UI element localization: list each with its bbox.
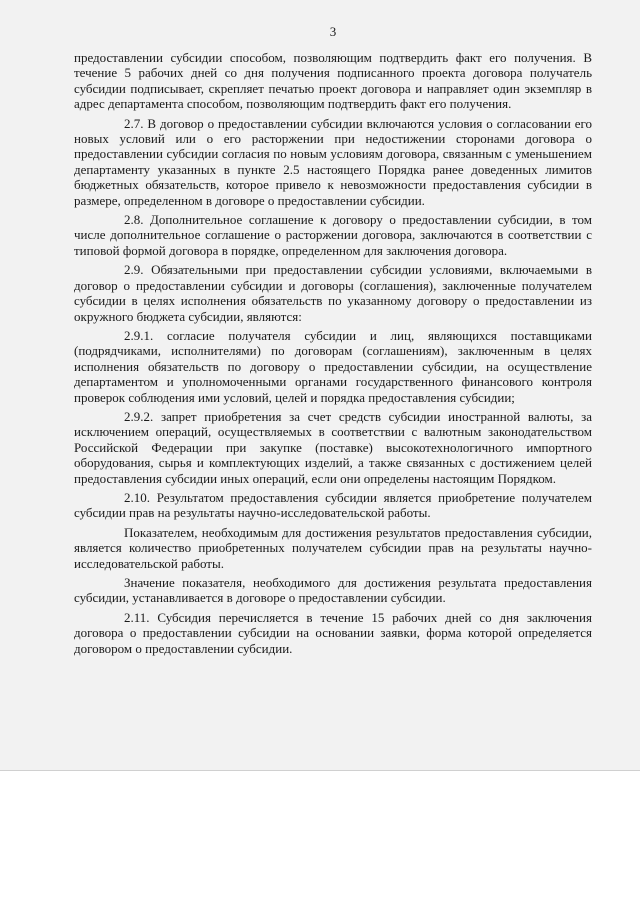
paragraph-2-9-1: 2.9.1. согласие получателя субсидии и лиц, являющихся поставщиками (подрядчиками, исполнителями) по договорам (соглашениям), заключенным в целях исполнения обязательств по договору о предоставлении субсидии, на осуществление департаментом и уполномоченными органами государственного финансового контроля проверок соблюдения ими условий, целей и порядка предоставления субсидии; [74, 327, 592, 405]
document-body [74, 50, 592, 656]
paragraph-2-8: 2.8. Дополнительное соглашение к договору о предоставлении субсидии, в том числе дополнительное соглашение о расторжении договора, заключаются в соответствии с типовой формой договора в порядке, определенном для заключения договора. [74, 212, 592, 258]
paragraph-2-9: 2.9. Обязательными при предоставлении субсидии условиями, включаемыми в договор о предоставлении субсидии и договоры (соглашения), заключенные получателем субсидии в целях исполнения обязательств по указанному договору о предоставлении из окружного бюджета субсидии, являются: [74, 262, 592, 324]
paragraph-continuation: предоставлении субсидии способом, позволяющим подтвердить факт его получения. В течение 5 рабочих дней со дня получения подписанного проекта договора получатель субсидии подписывает, скрепляет печатью проект договора и направляет один экземпляр в адрес департамента способом, позволяющим подтвердить факт его получения. [74, 50, 592, 112]
paragraph-indicator-value: Значение показателя, необходимого для достижения результата предоставления субсидии, устанавливается в договоре о предоставлении субсидии. [74, 575, 592, 606]
paragraph-indicator: Показателем, необходимым для достижения результатов предоставления субсидии, является количество приобретенных получателем субсидии прав на результаты научно-исследовательской работы. [74, 524, 592, 571]
document-page [74, 24, 592, 656]
paragraph-2-11: 2.11. Субсидия перечисляется в течение 15 рабочих дней со дня заключения договора о предоставлении субсидии на основании заявки, форма которой определяется договором о предоставлении субсидии. [74, 609, 592, 656]
paragraph-2-9-2: 2.9.2. запрет приобретения за счет средств субсидии иностранной валюты, за исключением операций, осуществляемых в соответствии с валютным законодательством Российской Федерации при закупке (поставке) высокотехнологичного импортного оборудования, сырья и комплектующих изделий, а также связанных с достижением целей предоставления субсидии иных операций, если они определены настоящим Порядком. [74, 408, 592, 486]
page-number: 3 [329, 24, 337, 39]
paragraph-2-10: 2.10. Результатом предоставления субсидии является приобретение получателем субсидии прав на результаты научно-исследовательской работы. [74, 489, 592, 521]
paragraph-2-7: 2.7. В договор о предоставлении субсидии включаются условия о согласовании его новых условий или о его расторжении при недостижении сторонами договора о предоставлении субсидии согласия по новым условиям договора, связанным с уменьшением департаменту указанных в пункте 2.5 настоящего Порядка ранее доведенных лимитов бюджетных обязательств, которое привело к невозможности предоставления субсидии в размере, определенном в договоре о предоставлении субсидии. [74, 115, 592, 208]
